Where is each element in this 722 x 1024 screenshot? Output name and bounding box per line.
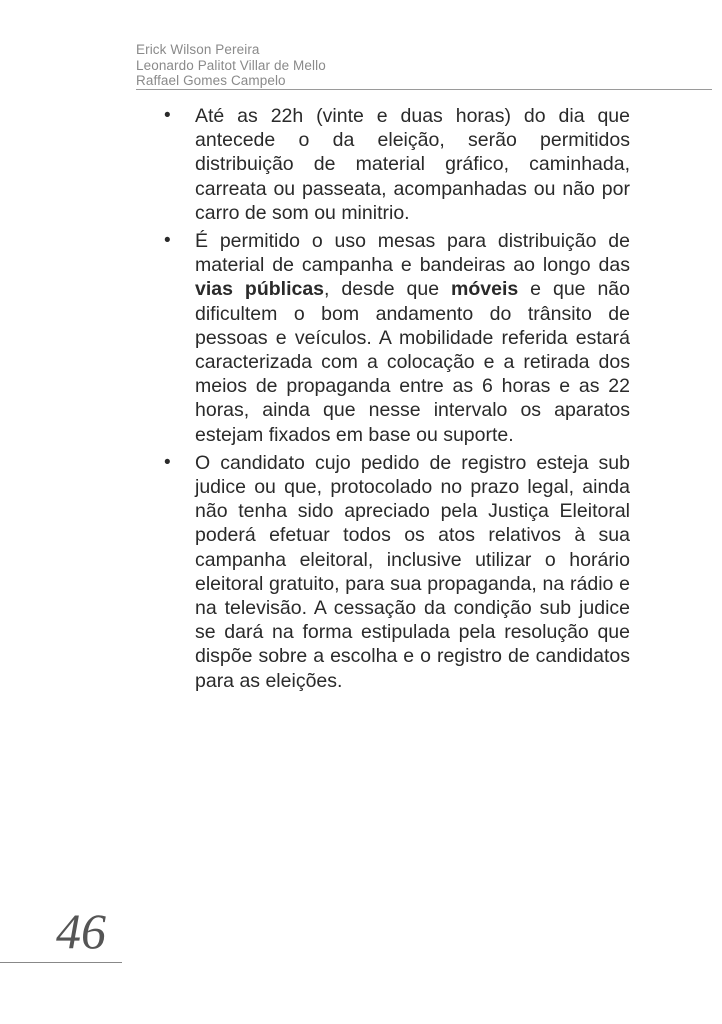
bullet-icon: • bbox=[164, 451, 171, 473]
bullet-text: O candidato cujo pedido de registro esteja sub judice ou que, protocolado no prazo legal, ainda não tenha sido apreciado pela Justiça Eleitoral poderá efetuar todos os atos relativos à sua campanha eleitoral, inclusive utilizar o horário eleitoral gratuito, para sua propaganda, na rádio e na televisão. A cessação da condição sub judice se dará na forma estipulada pela resolução que dispõe sobre a escolha e o registro de candidatos para as eleições. bbox=[195, 451, 630, 692]
bold-term: vias públicas bbox=[195, 278, 325, 301]
bullet-item bbox=[160, 451, 630, 693]
bullet-text: Até as 22h (vinte e duas horas) do dia que antecede o da eleição, serão permitidos distribuição de material gráfico, caminhada, carreata ou passeata, acompanhadas ou não por carro de som ou minitrio. bbox=[195, 105, 630, 224]
bold-term: móveis bbox=[451, 278, 519, 301]
text-segment: e que não dificultem o bom andamento do trânsito de pessoas e veículos. A mobilidade referida estará caracterizada com a colocação e a retirada dos meios de propaganda entre as 6 horas e as 22 horas, ainda que nesse intervalo os aparatos estejam fixados em base ou suporte. bbox=[195, 278, 630, 446]
body-content bbox=[160, 104, 630, 697]
bullet-list bbox=[160, 104, 630, 693]
footer-divider bbox=[0, 962, 122, 963]
bullet-icon: • bbox=[164, 105, 171, 126]
bullet-icon: • bbox=[164, 230, 171, 252]
header-divider bbox=[136, 89, 712, 90]
bullet-item bbox=[160, 104, 630, 225]
bullet-item bbox=[160, 229, 630, 447]
running-header bbox=[136, 42, 326, 89]
author-name: Leonardo Palitot Villar de Mello bbox=[136, 57, 326, 73]
author-name: Erick Wilson Pereira bbox=[136, 42, 260, 57]
text-segment: É permitido o uso mesas para distribuição de material de campanha e bandeiras ao longo das bbox=[195, 230, 630, 277]
bullet-text bbox=[195, 230, 630, 446]
text-segment: , desde que bbox=[324, 278, 451, 301]
page-number: 46 bbox=[56, 903, 106, 959]
author-name: Raffael Gomes Campelo bbox=[136, 73, 286, 88]
